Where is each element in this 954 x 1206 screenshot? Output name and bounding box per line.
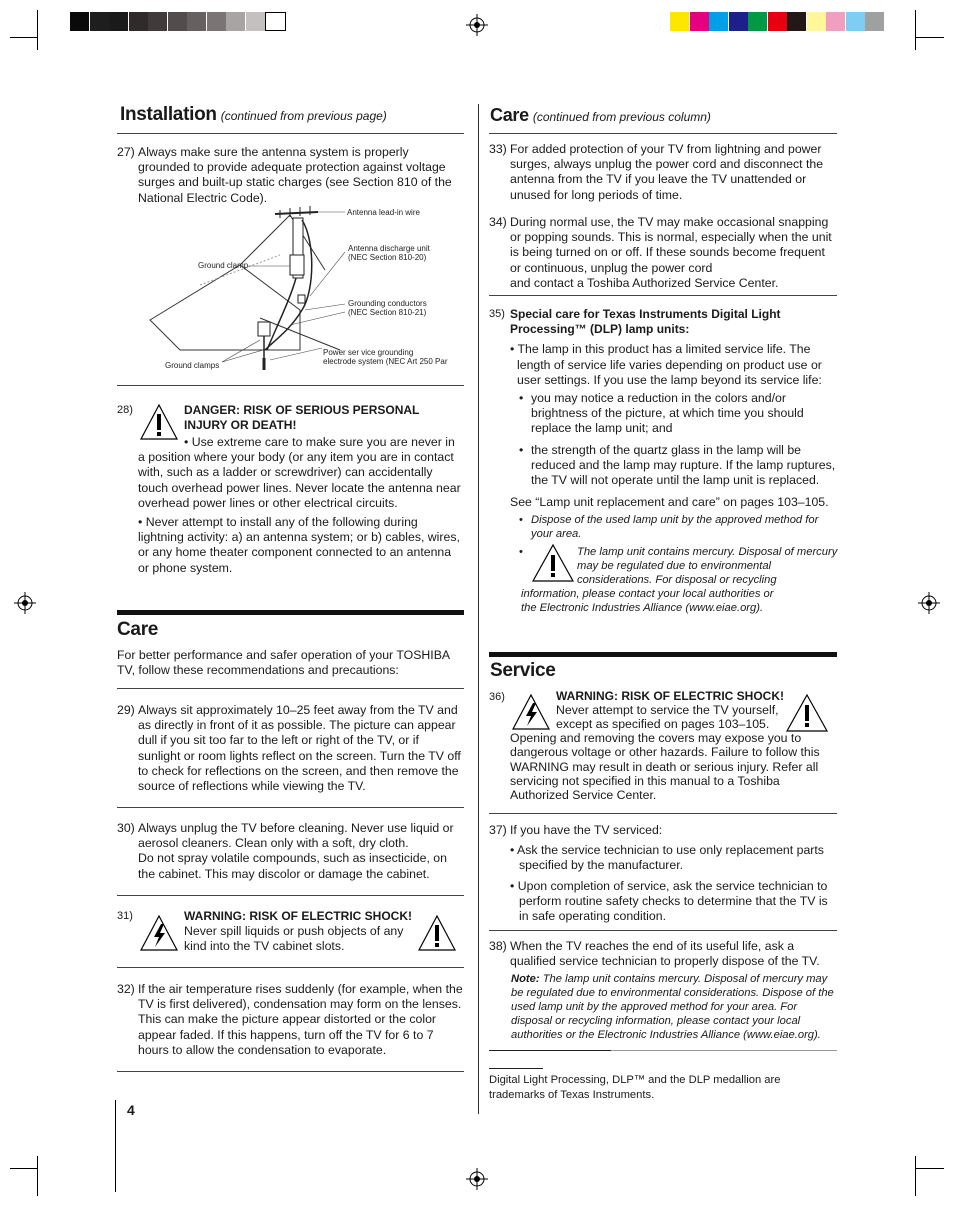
gray-swatch <box>109 12 128 31</box>
gray-swatch <box>90 12 109 31</box>
bullet-text: • The lamp in this product has a limited service life. The length of service life varies depending on product use or user settings. If you use the lamp beyond its service life: <box>510 342 822 387</box>
sub-bullet <box>519 391 837 437</box>
registration-mark-right <box>918 592 940 614</box>
label-discharge-1: Antenna discharge unit <box>348 244 430 253</box>
antenna-grounding-diagram <box>140 200 460 375</box>
trademark-footnote: Digital Light Processing, DLP™ and the DLP medallion are trademarks of Texas Instruments. <box>489 1074 781 1101</box>
gray-swatch <box>207 12 226 31</box>
item-text: Always unplug the TV before cleaning. Never use liquid or aerosol cleaners. Clean only with a soft, dry cloth. <box>138 821 454 851</box>
care-continued-heading <box>490 105 711 126</box>
divider <box>489 813 837 814</box>
item-text: and contact a Toshiba Authorized Service Center. <box>510 275 779 290</box>
item-text: Never attempt to service the TV yourself, <box>556 703 779 717</box>
installation-title: Installation <box>120 104 217 125</box>
item-28 <box>117 403 464 575</box>
section-bar <box>489 652 837 657</box>
label-conductors-1: Grounding conductors <box>348 299 427 308</box>
bullet-text: • Never attempt to install any of the following during lightning activity: a) an antenna system; or b) cables, wires, or any home theater component connected to an antenna or phone system. <box>138 515 460 575</box>
column-divider <box>478 104 479 1114</box>
exclamation-warning-icon <box>417 914 457 952</box>
footnote-rule-short <box>489 1068 543 1069</box>
color-swatch <box>748 12 767 31</box>
registration-mark-bottom <box>466 1168 488 1190</box>
divider <box>117 385 464 386</box>
sub-bullet-text: the strength of the quartz glass in the lamp will be reduced and the lamp may rupture. If the lamp ruptures, the TV will not operate until the lamp unit is replaced. <box>531 442 836 488</box>
bullet-dot: • <box>519 391 524 406</box>
gray-swatch <box>168 12 187 31</box>
item-number: 28) <box>117 404 133 416</box>
sub-bullet <box>519 513 837 541</box>
item-text: For added protection of your TV from lightning and power surges, always unplug the power cord and disconnect the antenna from the TV if you leave the TV unattended or unused for long periods of time. <box>510 142 824 202</box>
item-number: 30) <box>117 821 135 835</box>
item-31 <box>117 909 464 955</box>
warning-heading: WARNING: RISK OF ELECTRIC SHOCK! <box>556 689 784 703</box>
registration-mark-top <box>466 14 488 36</box>
item-number: 36) <box>489 691 505 703</box>
note-label: Note: <box>511 973 540 986</box>
item-33 <box>489 142 837 203</box>
bullet-text: • Ask the service technician to use only replacement parts specified by the manufacturer. <box>510 843 824 873</box>
see-reference: See “Lamp unit replacement and care” on pages 103–105. <box>510 495 829 510</box>
label-discharge-2: (NEC Section 810-20) <box>348 253 427 262</box>
item-38 <box>489 939 837 1042</box>
item-text: except as specified on pages 103–105. <box>556 717 770 731</box>
bullet-dot: • <box>519 514 523 527</box>
item-text: When the TV reaches the end of its useful life, ask a qualified service technician to properly dispose of the TV. <box>510 939 820 969</box>
divider <box>489 930 837 931</box>
divider <box>117 688 464 689</box>
installation-heading <box>120 104 387 126</box>
lightning-warning-icon <box>139 914 179 952</box>
item-number: 31) <box>117 910 133 922</box>
danger-heading: DANGER: RISK OF SERIOUS PERSONAL INJURY OR DEATH! <box>184 403 420 432</box>
item-number: 27) <box>117 145 135 159</box>
installation-continued: (continued from previous page) <box>220 109 387 123</box>
divider <box>117 1071 464 1072</box>
item-number: 32) <box>117 982 135 996</box>
color-swatch <box>709 12 728 31</box>
care-intro: For better performance and safer operation of your TOSHIBA TV, follow these recommendations and precautions: <box>117 648 450 678</box>
bullet-dot: • <box>519 442 524 457</box>
gray-swatch <box>265 12 286 31</box>
divider <box>117 967 464 968</box>
color-swatch <box>846 12 865 31</box>
mercury-notice <box>519 545 837 615</box>
label-power-2: electrode system (NEC Art 250 Par <box>323 357 448 366</box>
gray-swatch <box>129 12 148 31</box>
color-swatch <box>807 12 826 31</box>
gray-swatch <box>70 12 89 31</box>
exclamation-warning-icon <box>531 543 575 583</box>
section-bar <box>117 610 464 615</box>
exclamation-warning-icon <box>785 693 829 733</box>
item-number: 38) <box>489 939 507 953</box>
item-36 <box>489 690 837 802</box>
divider <box>489 133 837 134</box>
color-swatch <box>768 12 787 31</box>
item-37 <box>489 823 837 924</box>
lightning-warning-icon <box>511 693 551 731</box>
footnote-rule <box>489 1050 611 1051</box>
care2-continued: (continued from previous column) <box>532 110 711 124</box>
bullet-text: • Upon completion of service, ask the service technician to perform routine safety checks to determine that the TV is in safe operating condition. <box>510 878 828 924</box>
color-swatch <box>729 12 748 31</box>
item-text: During normal use, the TV may make occasional snapping or popping sounds. This is normal, especially when the unit is being turned on or off. If these sounds become frequent or continuous, unplug the power cord <box>510 215 832 275</box>
item-text: Always sit approximately 10–25 feet away from the TV and as directly in front of it as possible. The picture can appear dull if you sit too far to the left or right of the TV, or if sunlight or room lights reflect on the screen. Turn the TV off to check for reflections on the screen, and then remove the source of reflections while viewing the TV. <box>138 703 461 794</box>
gray-swatch <box>246 12 265 31</box>
color-swatch <box>826 12 845 31</box>
gray-swatch <box>148 12 167 31</box>
sub-bullet-text: Dispose of the used lamp unit by the approved method for your area. <box>531 514 819 541</box>
color-swatch <box>787 12 806 31</box>
gray-swatch <box>187 12 206 31</box>
item-heading: Special care for Texas Instruments Digital Light Processing™ (DLP) lamp units: <box>510 307 781 337</box>
divider <box>117 807 464 808</box>
service-title: Service <box>490 660 556 681</box>
item-30 <box>117 821 464 882</box>
mercury-text: information, please contact your local authorities or <box>521 588 774 601</box>
note <box>511 972 837 1042</box>
registration-mark-left <box>14 592 36 614</box>
item-number: 34) <box>489 215 507 229</box>
item-text: If the air temperature rises suddenly (for example, when the TV is first delivered), condensation may form on the lenses. This can make the picture appear distorted or the color appear faded. If this happens, turn off the TV for 6 to 7 hours to allow the condensation to evaporate. <box>138 982 463 1057</box>
item-number: 33) <box>489 142 507 156</box>
divider <box>489 295 837 296</box>
divider <box>117 895 464 896</box>
item-35 <box>489 307 837 615</box>
care2-title: Care <box>490 105 529 125</box>
label-lead-in: Antenna lead-in wire <box>347 208 420 217</box>
item-number: 29) <box>117 703 135 717</box>
item-number: 37) <box>489 823 507 837</box>
gray-swatch <box>226 12 245 31</box>
item-number: 35) <box>489 308 505 320</box>
item-text: Never spill liquids or push objects of any kind into the TV cabinet slots. <box>184 924 404 954</box>
care-title: Care <box>117 619 159 640</box>
warning-heading: WARNING: RISK OF ELECTRIC SHOCK! <box>184 909 412 923</box>
item-text: If you have the TV serviced: <box>510 823 663 837</box>
item-29 <box>117 703 464 794</box>
sub-bullet <box>519 443 837 489</box>
item-32 <box>117 982 464 1058</box>
mercury-text: the Electronic Industries Alliance (www.eiae.org). <box>521 602 764 615</box>
label-ground-clamps: Ground clamps <box>165 361 220 370</box>
item-text: Always make sure the antenna system is properly grounded to provide adequate protection against voltage surges and built-up static charges (see Section 810 of the National Electric Code). <box>138 145 452 205</box>
bullet-dot: • <box>519 546 523 559</box>
bullet-text: • Use extreme care to make sure you are never in a position where your body (or any item you are in contact with, such as a ladder or screwdriver) can accidentally touch overhead power lines. Never locate the antenna near overhead power lines or other electrical circuits. <box>138 435 461 510</box>
label-power-1: Power ser vice grounding <box>323 348 414 357</box>
color-swatch <box>865 12 884 31</box>
item-27 <box>117 145 464 206</box>
page-number: 4 <box>127 1102 135 1118</box>
divider <box>117 133 464 134</box>
item-34 <box>489 215 837 291</box>
sub-bullet-text: you may notice a reduction in the colors and/or brightness of the picture, at which time you should replace the lamp unit; and <box>531 391 804 436</box>
item-text: Do not spray volatile compounds, such as insecticide, on the cabinet. This may discolor or damage the cabinet. <box>138 851 447 881</box>
label-conductors-2: (NEC Section 810-21) <box>348 308 427 317</box>
note-text: The lamp unit contains mercury. Disposal of mercury may be regulated due to environmental considerations. Dispose of the used lamp unit by the approved method for your area. For disposal or recycling information, please contact your local authorities or the Electronic Industries Alliance (www.eiae.org). <box>511 973 834 1042</box>
color-swatch <box>690 12 709 31</box>
color-swatch <box>670 12 689 31</box>
item-text: Opening and removing the covers may expose you to dangerous voltage or other hazards. Failure to follow this WARNING may result in death or serious injury. Refer all servicing not specified in this manual to a Toshiba Authorized Service Center. <box>510 731 820 803</box>
label-ground-clamp: Ground clamp <box>198 261 249 270</box>
mercury-text: The lamp unit contains mercury. Disposal of mercury may be regulated due to environmental considerations. For disposal or recycling <box>577 546 838 587</box>
